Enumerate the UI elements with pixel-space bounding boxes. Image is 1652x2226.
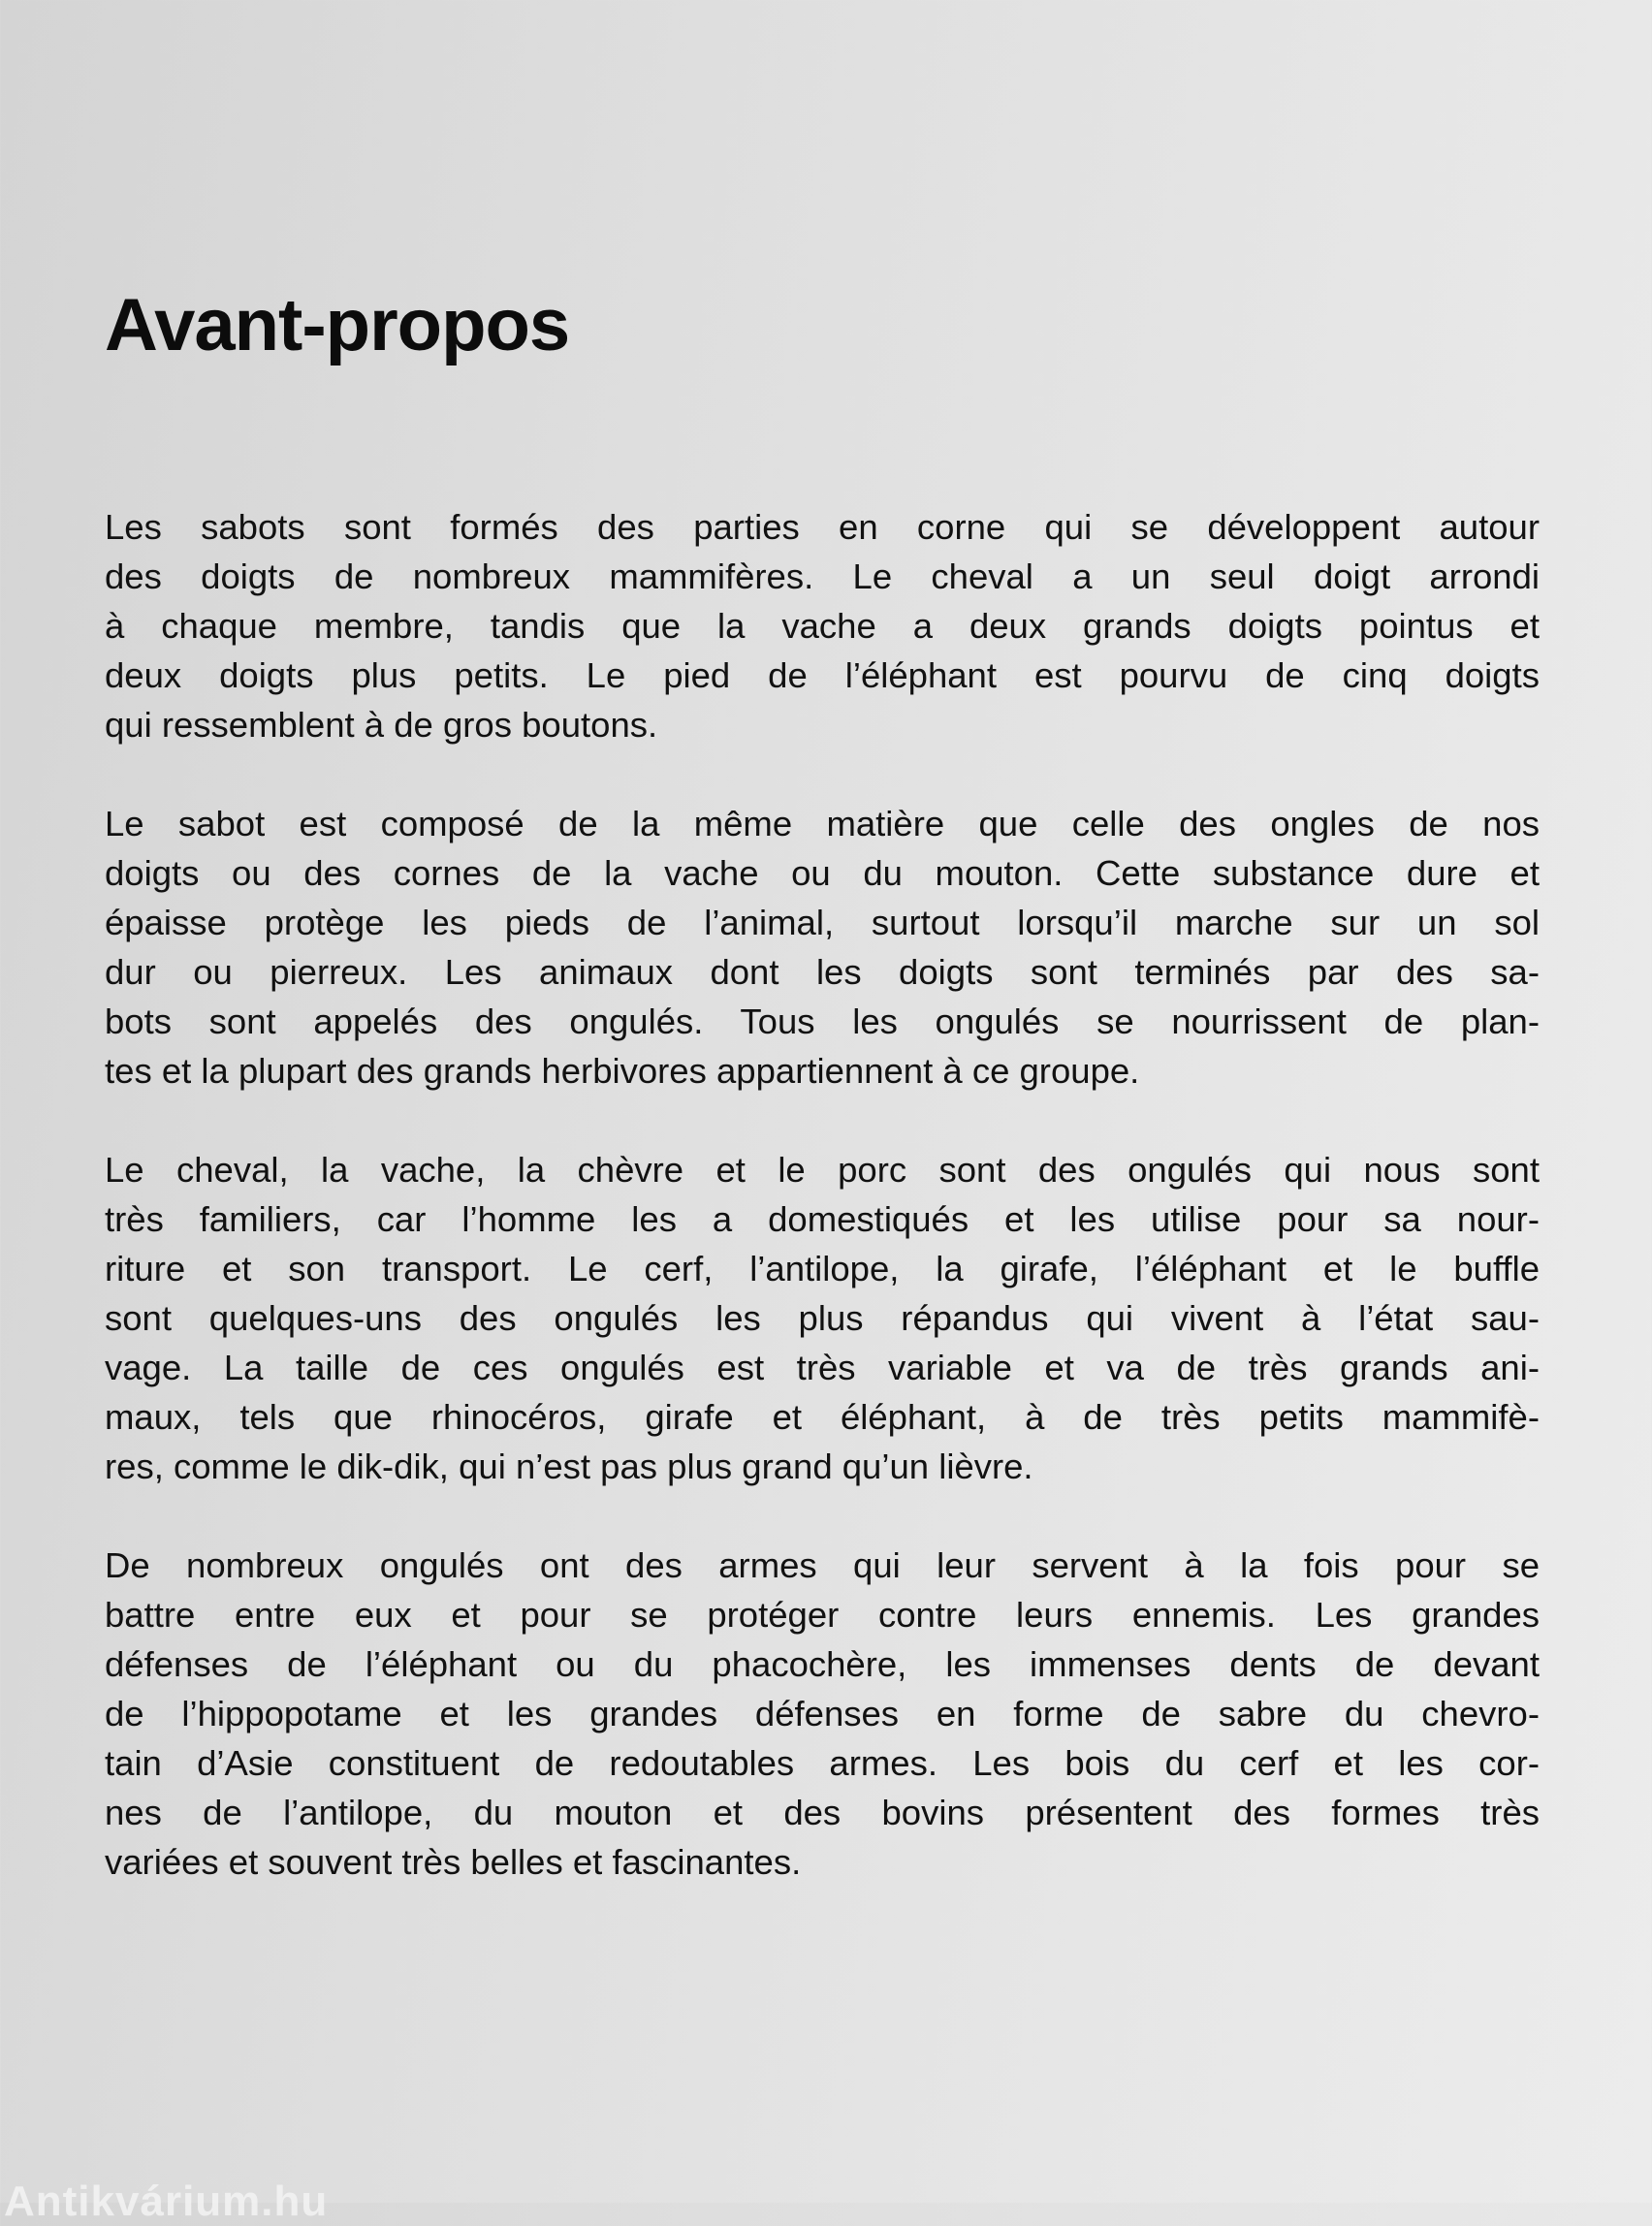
text-line: des doigts de nombreux mammifères. Le cheval a un seul doigt arrondi — [105, 556, 1540, 596]
text-line: tain d’Asie constituent de redoutables armes. Les bois du cerf et les cor- — [105, 1743, 1540, 1783]
watermark: Antikvárium.hu — [4, 2178, 329, 2225]
text-line: De nombreux ongulés ont des armes qui leur servent à la fois pour se — [105, 1545, 1540, 1585]
text-line: épaisse protège les pieds de l’animal, surtout lorsqu’il marche sur un sol — [105, 903, 1540, 942]
foreword-body — [105, 502, 1540, 1936]
text-line: bots sont appelés des ongulés. Tous les ongulés se nourrissent de plan- — [105, 1002, 1540, 1041]
text-line: maux, tels que rhinocéros, girafe et éléphant, à de très petits mammifè- — [105, 1397, 1540, 1437]
text-line: qui ressemblent à de gros boutons. — [105, 705, 658, 745]
text-line: Le cheval, la vache, la chèvre et le porc sont des ongulés qui nous sont — [105, 1150, 1540, 1190]
text-line: riture et son transport. Le cerf, l’antilope, la girafe, l’éléphant et le buffle — [105, 1249, 1540, 1288]
text-line: doigts ou des cornes de la vache ou du mouton. Cette substance dure et — [105, 853, 1540, 893]
text-line: tes et la plupart des grands herbivores appartiennent à ce groupe. — [105, 1051, 1140, 1091]
text-line: sont quelques-uns des ongulés les plus répandus qui vivent à l’état sau- — [105, 1298, 1540, 1338]
text-line: de l’hippopotame et les grandes défenses en forme de sabre du chevro- — [105, 1694, 1540, 1733]
text-line: défenses de l’éléphant ou du phacochère, les immenses dents de devant — [105, 1644, 1540, 1684]
paragraph — [105, 1541, 1540, 1887]
text-line: nes de l’antilope, du mouton et des bovins présentent des formes très — [105, 1793, 1540, 1832]
text-line: vage. La taille de ces ongulés est très variable et va de très grands ani- — [105, 1348, 1540, 1387]
paragraph — [105, 1145, 1540, 1491]
text-line: res, comme le dik-dik, qui n’est pas plus grand qu’un lièvre. — [105, 1447, 1033, 1486]
page-title: Avant-propos — [105, 284, 570, 366]
text-line: à chaque membre, tandis que la vache a deux grands doigts pointus et — [105, 606, 1540, 646]
paragraph — [105, 502, 1540, 749]
text-line: Le sabot est composé de la même matière que celle des ongles de nos — [105, 804, 1540, 843]
paragraph — [105, 799, 1540, 1096]
text-line: dur ou pierreux. Les animaux dont les doigts sont terminés par des sa- — [105, 952, 1540, 992]
text-line: deux doigts plus petits. Le pied de l’éléphant est pourvu de cinq doigts — [105, 655, 1540, 695]
text-line: variées et souvent très belles et fascinantes. — [105, 1842, 802, 1882]
text-line: très familiers, car l’homme les a domestiqués et les utilise pour sa nour- — [105, 1199, 1540, 1239]
text-line: battre entre eux et pour se protéger contre leurs ennemis. Les grandes — [105, 1595, 1540, 1635]
text-line: Les sabots sont formés des parties en corne qui se développent autour — [105, 507, 1540, 547]
